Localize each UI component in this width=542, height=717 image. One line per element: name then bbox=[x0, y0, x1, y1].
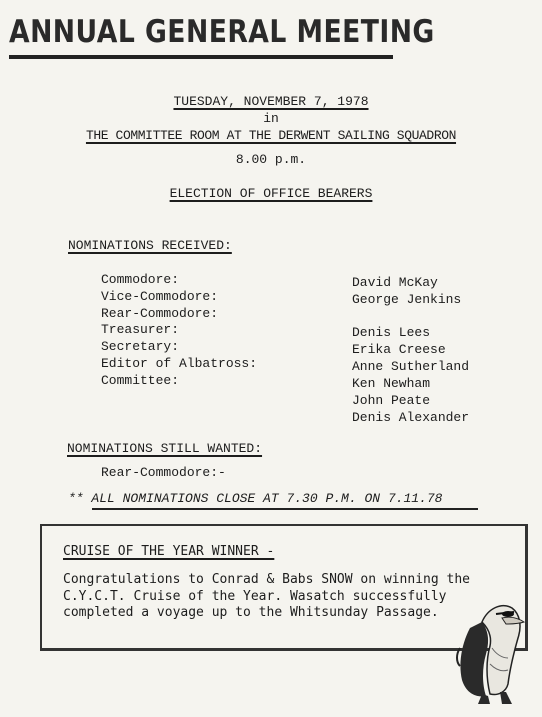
nominee-name: David McKay bbox=[352, 275, 438, 290]
headline-underline bbox=[9, 55, 393, 59]
position-title: Secretary: bbox=[101, 339, 180, 354]
position-title: Treasurer: bbox=[101, 322, 180, 337]
closing-note-underline bbox=[92, 508, 478, 510]
position-title: Committee: bbox=[101, 373, 180, 388]
nominee-name: Denis Alexander bbox=[352, 410, 470, 425]
position-title: Commodore: bbox=[101, 272, 180, 287]
page-headline: ANNUAL GENERAL MEETING bbox=[9, 14, 435, 50]
meeting-date: TUESDAY, NOVEMBER 7, 1978 bbox=[173, 94, 369, 109]
meeting-purpose: ELECTION OF OFFICE BEARERS bbox=[169, 186, 373, 201]
nominee-name: Anne Sutherland bbox=[352, 359, 470, 374]
albatross-bird-illustration bbox=[452, 588, 532, 708]
meeting-time: 8.00 p.m. bbox=[235, 152, 307, 167]
cruise-text-line: Congratulations to Conrad & Babs SNOW on winning the bbox=[63, 572, 470, 587]
nominations-wanted-heading: NOMINATIONS STILL WANTED: bbox=[67, 441, 263, 456]
meeting-location: THE COMMITTEE ROOM AT THE DERWENT SAILING SQUADRON bbox=[85, 128, 457, 143]
meeting-in: in bbox=[263, 111, 279, 126]
position-title: Vice-Commodore: bbox=[101, 289, 219, 304]
closing-note: ** ALL NOMINATIONS CLOSE AT 7.30 P.M. ON 7.11.78 bbox=[68, 491, 443, 506]
nominations-received-heading: NOMINATIONS RECEIVED: bbox=[68, 238, 232, 253]
nominee-name: Erika Creese bbox=[352, 342, 446, 357]
cruise-text-line: completed a voyage up to the Whitsunday Passage. bbox=[63, 605, 439, 620]
cruise-text-line: C.Y.C.T. Cruise of the Year. Wasatch successfully bbox=[63, 589, 447, 604]
position-title: Rear-Commodore: bbox=[101, 306, 219, 321]
cruise-title: CRUISE OF THE YEAR WINNER - bbox=[63, 544, 275, 559]
nominee-name: George Jenkins bbox=[352, 292, 462, 307]
position-title: Editor of Albatross: bbox=[101, 356, 258, 371]
wanted-position: Rear-Commodore:- bbox=[101, 465, 226, 480]
nominee-name: Denis Lees bbox=[352, 325, 431, 340]
nominee-name: Ken Newham bbox=[352, 376, 431, 391]
nominee-name: John Peate bbox=[352, 393, 431, 408]
